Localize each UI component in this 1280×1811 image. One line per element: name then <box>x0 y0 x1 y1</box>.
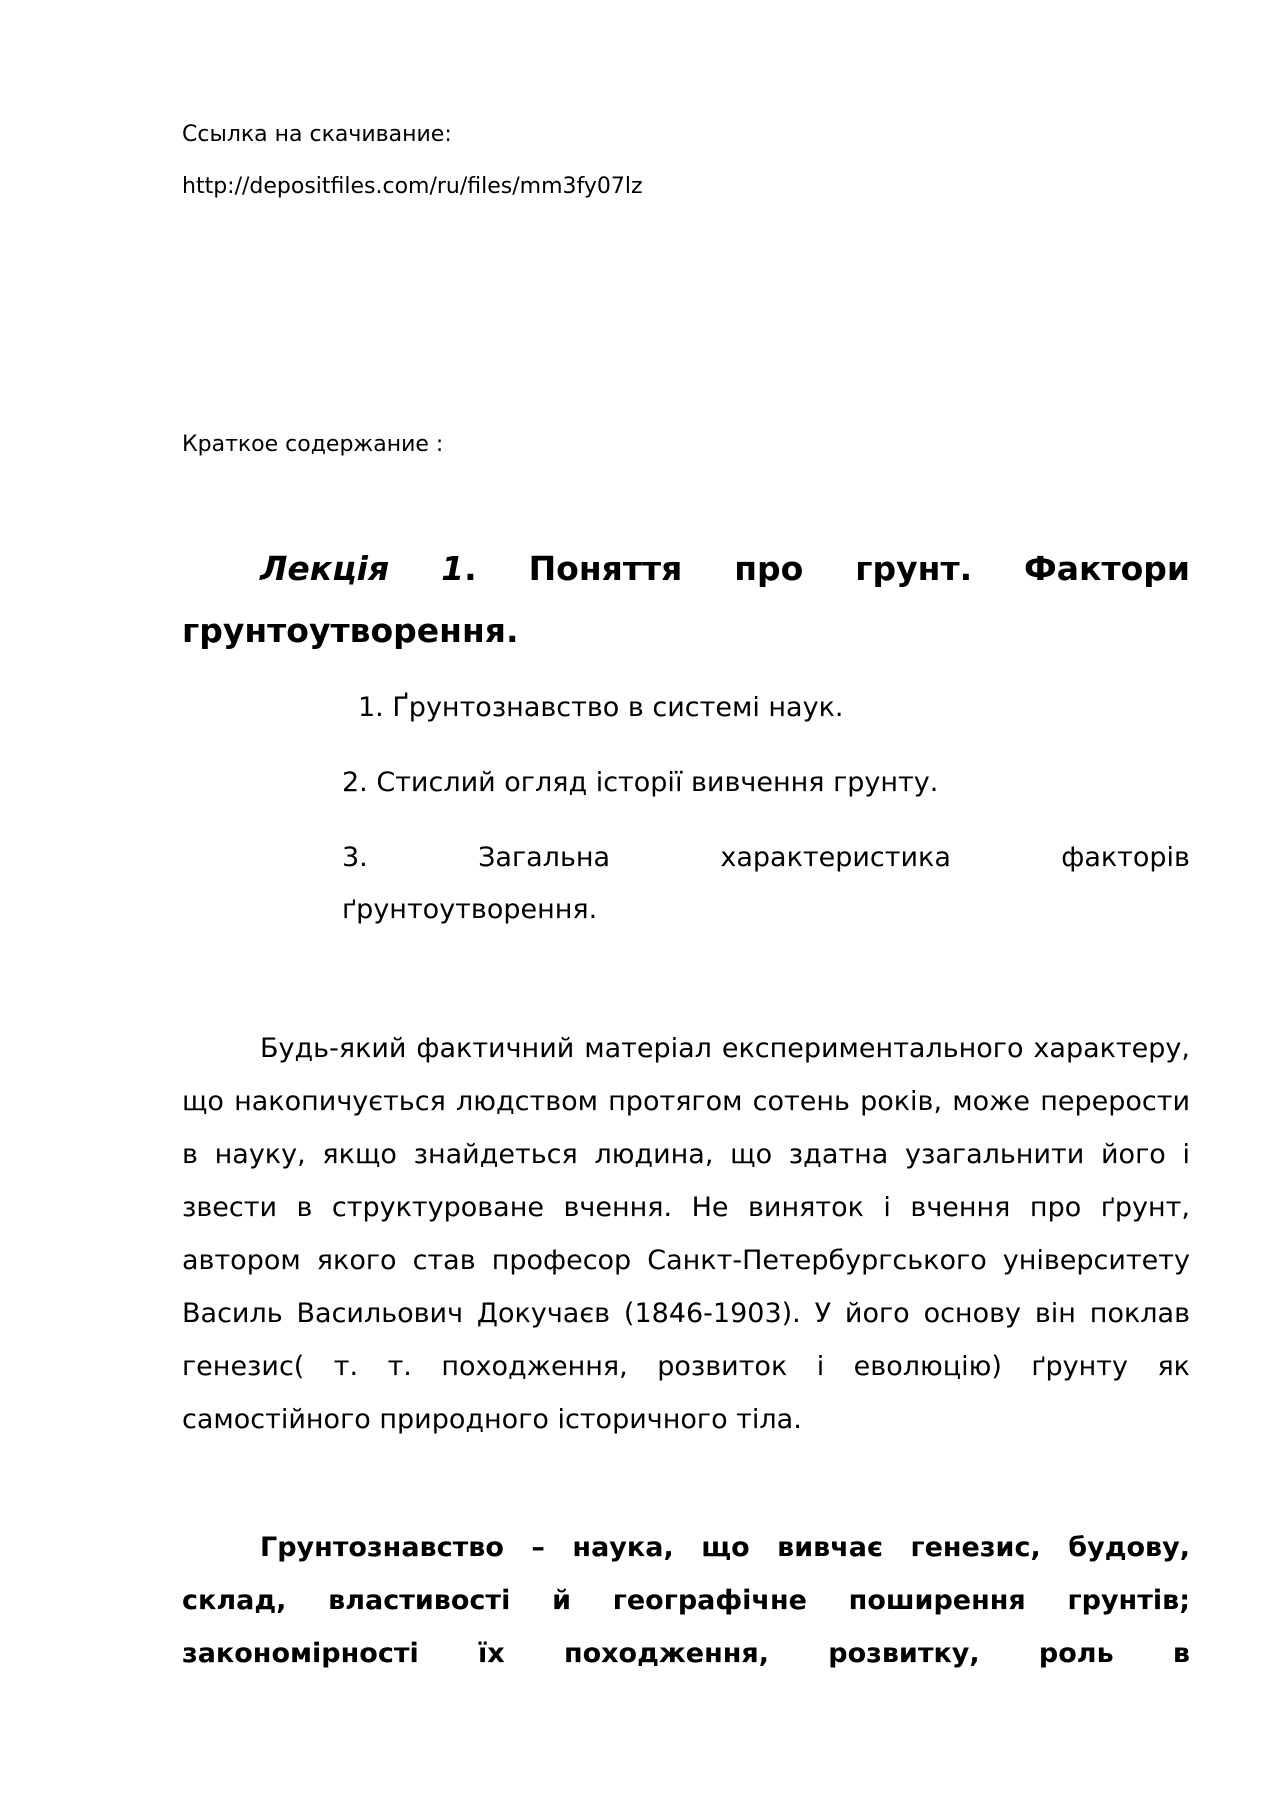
outline-item-3-word: факторів <box>1061 842 1190 873</box>
outline-item-3 <box>342 832 1190 936</box>
lecture-label: Лекція 1 <box>260 549 465 588</box>
body-paragraph: Будь-який фактичний матеріал експериментального характеру, що накопичується людством протягом сотень років, може перерости в науку, якщо знайдеться людина, що здатна узагальнити його і звести в структуроване вчення. Не виняток і вчення про ґрунт, автором якого став професор Санкт-Петербургського університету Василь Васильович Докучаєв (1846-1903). У його основу він поклав генезис( т. т. походження, розвиток і еволюцію) ґрунту як самостійного природного історичного тіла. <box>182 1033 1190 1435</box>
outline-item-3-first-line <box>342 832 1190 884</box>
outline-item-3-word: характеристика <box>720 842 951 873</box>
outline-item-3-tail: ґрунтоутворення. <box>342 894 598 925</box>
lecture-heading <box>182 538 1190 662</box>
summary-label: Краткое содержание : <box>182 432 444 457</box>
download-url[interactable]: http://depositfiles.com/ru/files/mm3fy07lz <box>182 174 643 199</box>
lecture-label-dot: . <box>464 549 477 588</box>
lecture-title: Поняття про грунт. Фактори грунтоутворення. <box>182 549 1190 650</box>
outline-item-1: 1. Ґрунтознавство в системі наук. <box>358 692 844 723</box>
outline-item-3-word: 3. <box>342 842 368 873</box>
outline-item-2: 2. Стислий огляд історії вивчення грунту. <box>342 767 939 798</box>
definition-paragraph: Грунтознавство – наука, що вивчає генезис, будову, склад, властивості й географічне поширення грунтів; закономірності їх походження, розвитку, роль в <box>182 1532 1190 1669</box>
outline-item-3-word: Загальна <box>478 842 611 873</box>
download-label: Ссылка на скачивание: <box>182 122 452 147</box>
